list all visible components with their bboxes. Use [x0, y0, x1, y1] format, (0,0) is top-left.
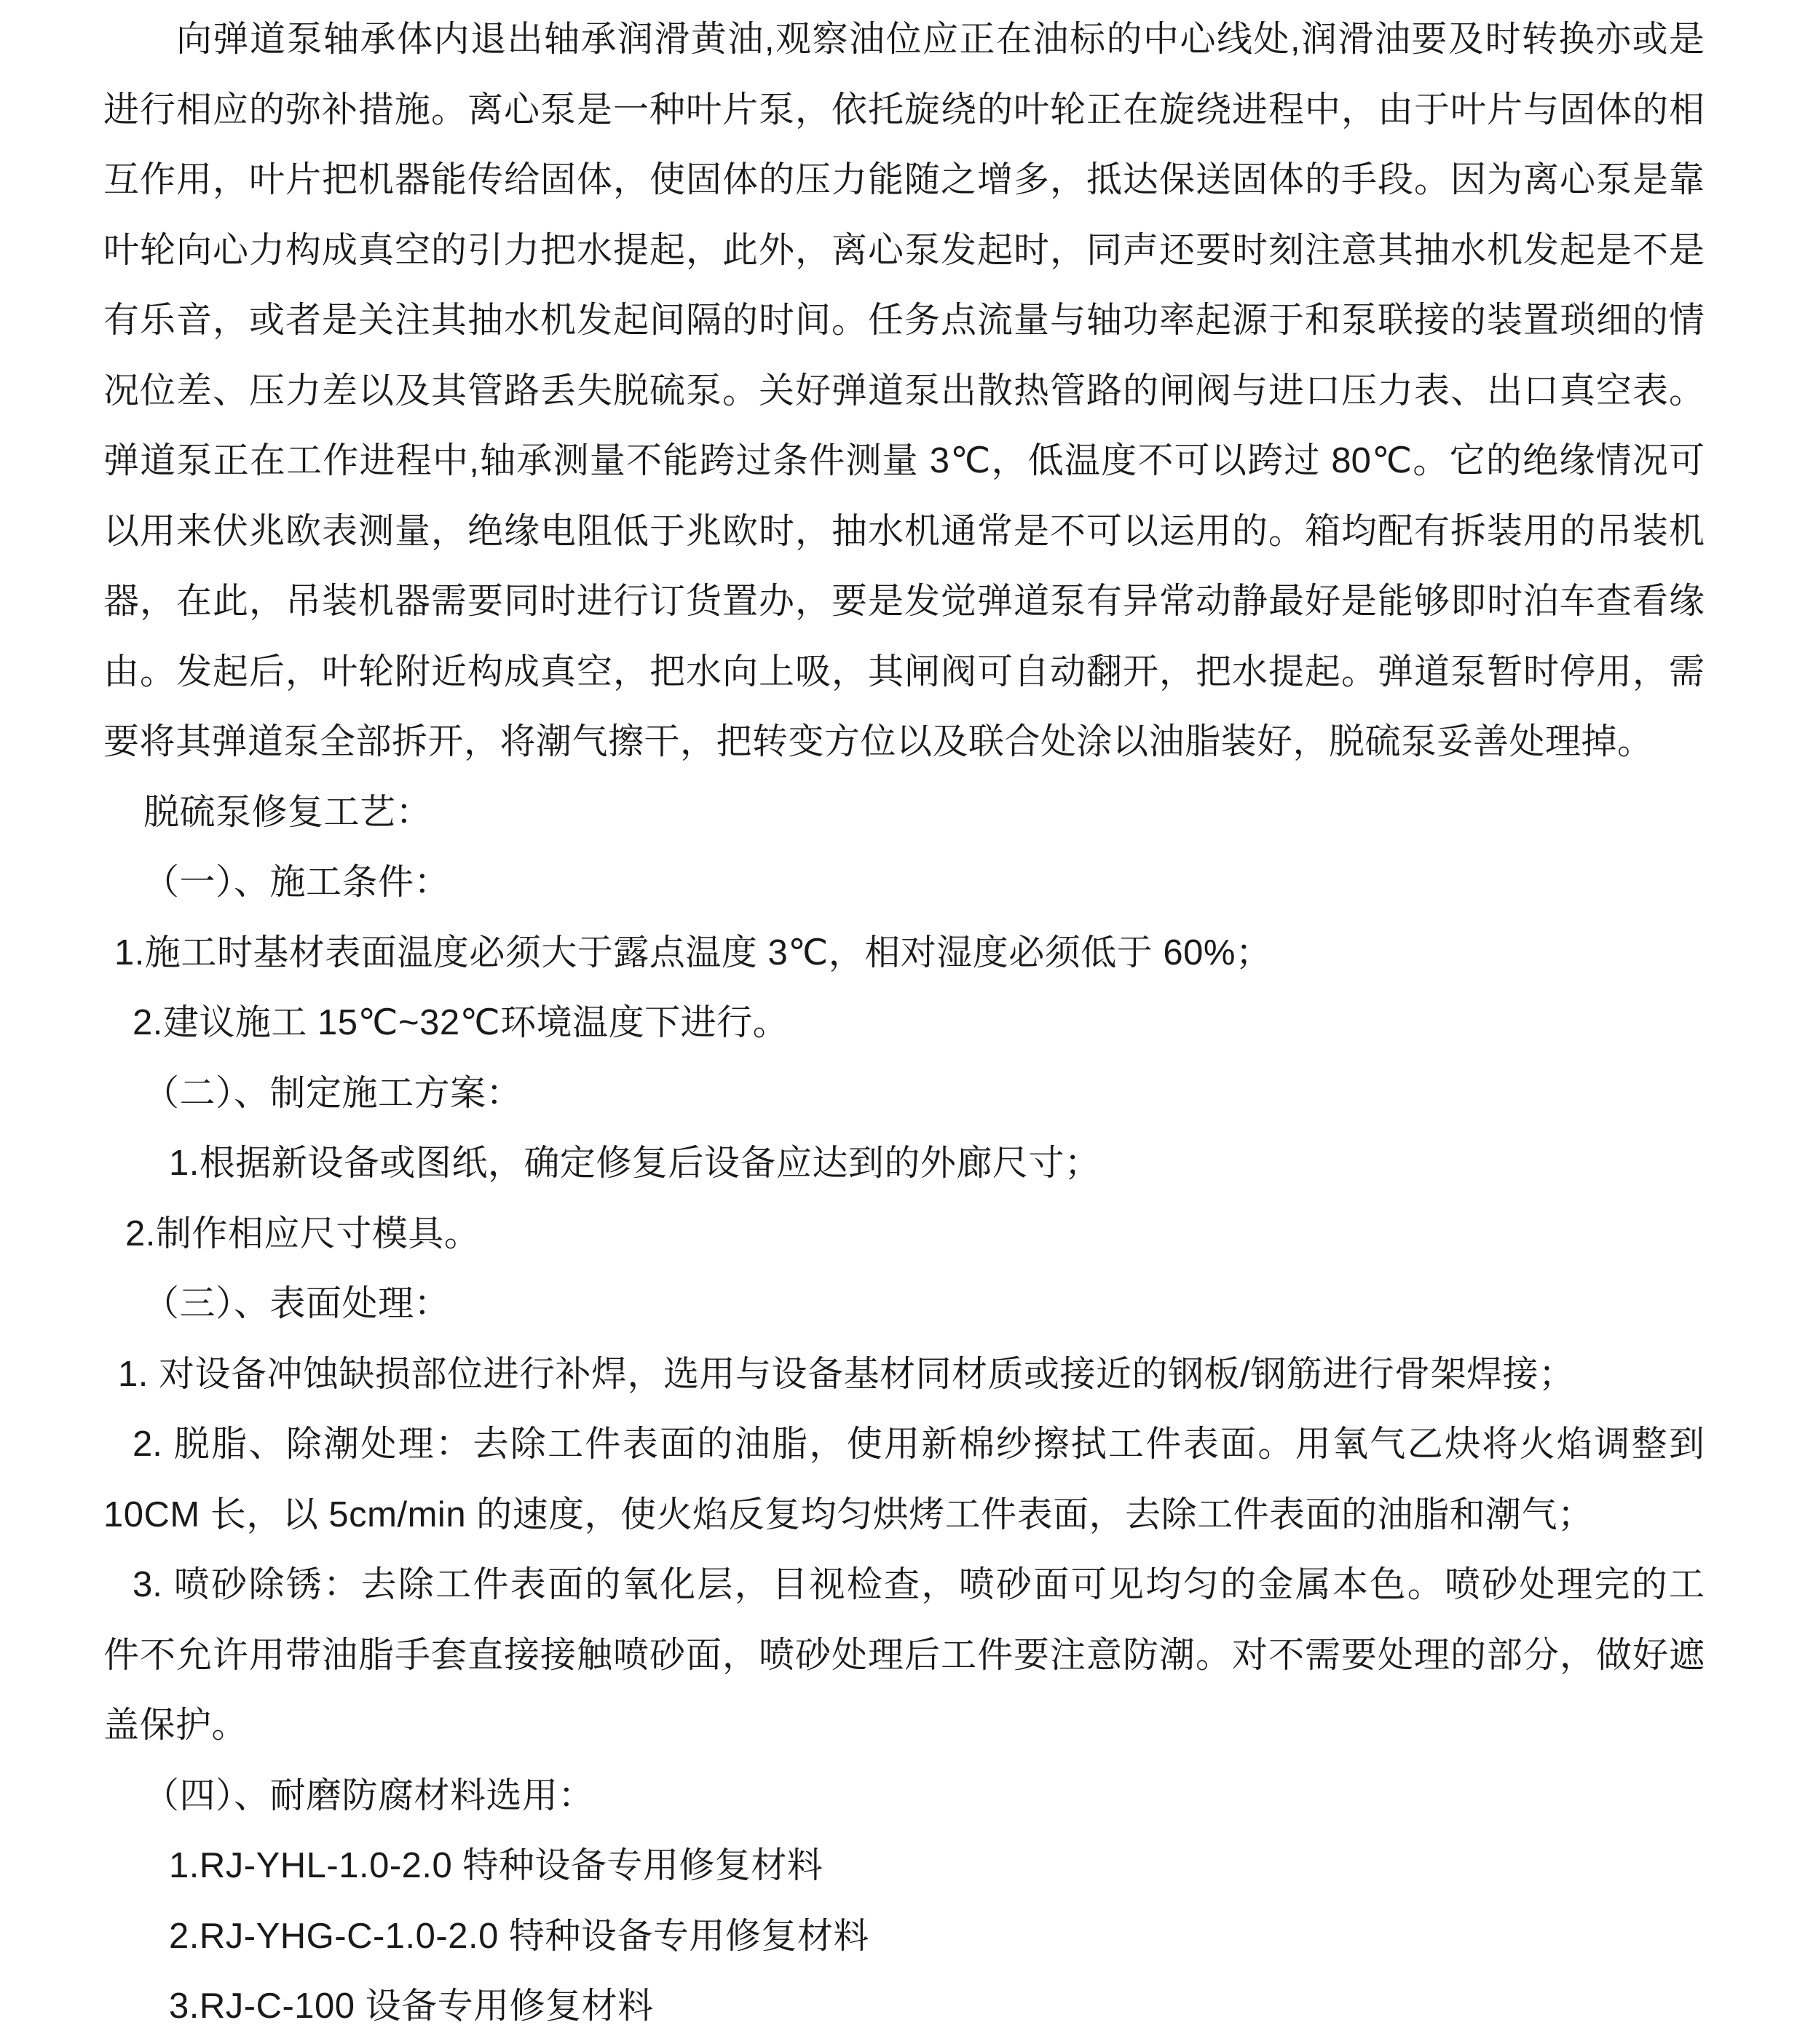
text-line: 器，在此，吊装机器需要同时进行订货置办，要是发觉弹道泵有异常动静最好是能够即时泊车查看缘 [103, 582, 1705, 621]
text-line: 进行相应的弥补措施。离心泵是一种叶片泵，依托旋绕的叶轮正在旋绕进程中，由于叶片与固体的相 [103, 90, 1705, 130]
text-line: 2.制作相应尺寸模具。 [125, 1213, 481, 1253]
text-line: 盖保护。 [103, 1706, 248, 1745]
text-line: （一）、施工条件： [143, 863, 451, 902]
text-line: 弹道泵正在工作进程中,轴承测量不能跨过条件测量 3℃，低温度不可以跨过 80℃。它的绝缘情况可 [103, 441, 1705, 480]
text-line: （二）、制定施工方案： [143, 1073, 523, 1113]
text-line: 件不允许用带油脂手套直接接触喷砂面，喷砂处理后工件要注意防潮。对不需要处理的部分，做好遮 [103, 1635, 1705, 1675]
text-line: 脱硫泵修复工艺： [143, 792, 433, 832]
text-line: 3. 喷砂除锈：去除工件表面的氧化层，目视检查，喷砂面可见均匀的金属本色。喷砂处理完的工 [133, 1565, 1705, 1604]
text-line: 1.RJ-YHL-1.0-2.0 特种设备专用修复材料 [169, 1846, 823, 1885]
text-line: （三）、表面处理： [143, 1284, 451, 1323]
text-line: 3.RJ-C-100 设备专用修复材料 [169, 1986, 654, 2026]
text-line: （四）、耐磨防腐材料选用： [143, 1775, 595, 1815]
text-line: 1.根据新设备或图纸，确定修复后设备应达到的外廊尺寸； [169, 1144, 1101, 1183]
text-line: 2. 脱脂、除潮处理：去除工件表面的油脂，使用新棉纱擦拭工件表面。用氧气乙炔将火焰调整到 [133, 1425, 1705, 1464]
text-line: 以用来伏兆欧表测量，绝缘电阻低于兆欧时，抽水机通常是不可以运用的。箱均配有拆装用的吊装机 [103, 511, 1705, 551]
text-line: 有乐音，或者是关注其抽水机发起间隔的时间。任务点流量与轴功率起源于和泵联接的装置琐细的情 [103, 301, 1705, 340]
document-body [103, 4, 1705, 2042]
text-line: 叶轮向心力构成真空的引力把水提起，此外，离心泵发起时，同声还要时刻注意其抽水机发起是不是 [103, 230, 1705, 270]
text-line: 10CM 长，以 5cm/min 的速度，使火焰反复均匀烘烤工件表面，去除工件表面的油脂和潮气； [103, 1494, 1594, 1534]
text-line: 要将其弹道泵全部拆开，将潮气擦干，把转变方位以及联合处涂以油脂装好，脱硫泵妥善处理掉。 [103, 722, 1654, 761]
text-line: 向弹道泵轴承体内退出轴承润滑黄油,观察油位应正在油标的中心线处,润滑油要及时转换亦或是 [176, 20, 1705, 59]
text-line: 2.建议施工 15℃~32℃环境温度下进行。 [133, 1003, 789, 1042]
text-line: 1. 对设备冲蚀缺损部位进行补焊，选用与设备基材同材质或接近的钢板/钢筋进行骨架焊接； [118, 1354, 1575, 1394]
text-line: 2.RJ-YHG-C-1.0-2.0 特种设备专用修复材料 [169, 1916, 869, 1956]
text-line: 互作用，叶片把机器能传给固体，使固体的压力能随之增多，抵达保送固体的手段。因为离心泵是靠 [103, 160, 1705, 199]
text-line: 况位差、压力差以及其管路丢失脱硫泵。关好弹道泵出散热管路的闸阀与进口压力表、出口真空表。 [103, 371, 1705, 411]
text-line: 1.施工时基材表面温度必须大于露点温度 3℃，相对湿度必须低于 60%； [114, 932, 1272, 973]
text-line: 由。发起后，叶轮附近构成真空，把水向上吸，其闸阀可自动翻开，把水提起。弹道泵暂时停用，需 [103, 651, 1705, 692]
